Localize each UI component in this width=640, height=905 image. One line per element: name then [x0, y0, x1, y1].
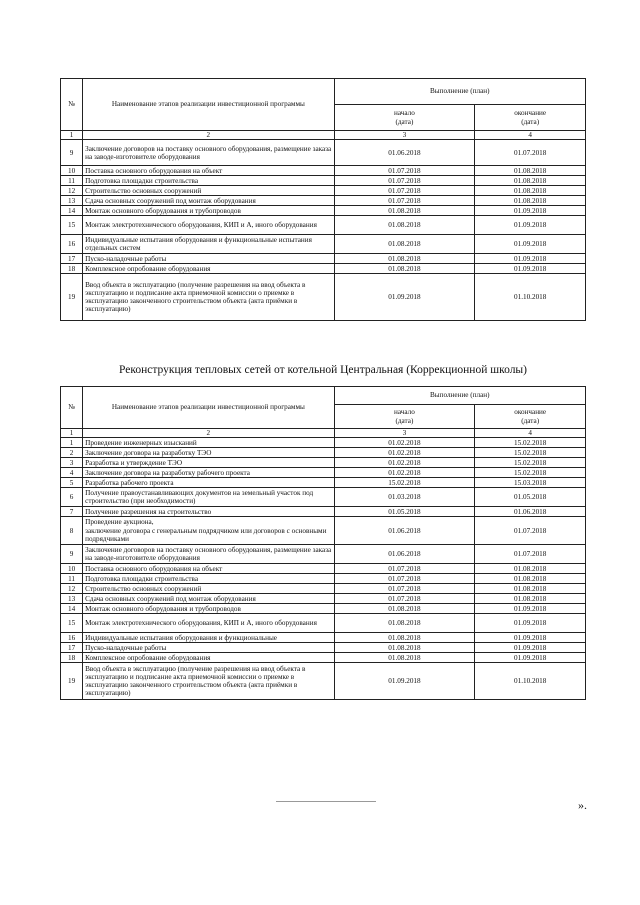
row-number: 17 — [61, 254, 83, 264]
header-col-index-1: 1 — [61, 429, 83, 438]
row-end-date: 15.03.2018 — [475, 478, 586, 488]
row-stage-name: Комплексное опробование оборудования — [83, 653, 334, 663]
row-stage-name: Подготовка площадки строительства — [83, 176, 334, 186]
row-number: 1 — [61, 438, 83, 448]
row-stage-name: Подготовка площадки строительства — [83, 574, 334, 584]
row-number: 14 — [61, 206, 83, 216]
table-row — [61, 264, 586, 274]
plan-table-1 — [60, 78, 586, 321]
row-end-date: 01.07.2018 — [475, 140, 586, 166]
row-number: 11 — [61, 176, 83, 186]
row-end-date: 01.09.2018 — [475, 604, 586, 614]
row-stage-name: Индивидуальные испытания оборудования и функциональные испытания отдельных систем — [83, 235, 334, 254]
row-end-date: 01.09.2018 — [475, 254, 586, 264]
row-stage-name: Монтаж электротехнического оборудования, КИП и А, иного оборудования — [83, 216, 334, 235]
table-row — [61, 468, 586, 478]
row-stage-name: Разработка и утверждение ТЭО — [83, 458, 334, 468]
row-end-date: 15.02.2018 — [475, 458, 586, 468]
row-number: 19 — [61, 274, 83, 321]
header-start-date: начало (дата) — [334, 405, 475, 429]
row-end-date: 01.08.2018 — [475, 166, 586, 176]
row-start-date: 01.07.2018 — [334, 574, 475, 584]
table-row — [61, 140, 586, 166]
row-start-date: 01.08.2018 — [334, 614, 475, 633]
header-execution: Выполнение (план) — [334, 79, 585, 105]
row-stage-name: Получение правоустанавливающих документов на земельный участок под строительство (при необходимости) — [83, 488, 334, 507]
table-row — [61, 235, 586, 254]
row-end-date: 01.09.2018 — [475, 653, 586, 663]
row-end-date: 01.10.2018 — [475, 663, 586, 700]
row-stage-name: Ввод объекта в эксплуатацию (получение разрешения на ввод объекта в эксплуатацию и подписание акта приемочной комиссии о приемке в эксплуатацию законченного строительством объекта (акта приёмки в эксплуатацию) — [83, 274, 334, 321]
header-col-index-2: 2 — [83, 131, 334, 140]
row-end-date: 01.08.2018 — [475, 564, 586, 574]
header-end-date: окончание (дата) — [475, 405, 586, 429]
table-row — [61, 604, 586, 614]
row-start-date: 01.03.2018 — [334, 488, 475, 507]
table-row — [61, 196, 586, 206]
row-stage-name: Получение разрешения на строительство — [83, 507, 334, 517]
table-row — [61, 166, 586, 176]
header-col-index-1: 1 — [61, 131, 83, 140]
row-end-date: 01.09.2018 — [475, 216, 586, 235]
row-number: 9 — [61, 545, 83, 564]
header-col-index-3: 3 — [334, 429, 475, 438]
row-stage-name: Монтаж основного оборудования и трубопроводов — [83, 206, 334, 216]
row-start-date: 01.02.2018 — [334, 448, 475, 458]
plan-table-2 — [60, 386, 586, 700]
row-start-date: 01.07.2018 — [334, 196, 475, 206]
table-row — [61, 564, 586, 574]
row-end-date: 01.09.2018 — [475, 235, 586, 254]
row-stage-name: Строительство основных сооружений — [83, 584, 334, 594]
row-number: 8 — [61, 517, 83, 545]
row-stage-name: Заключение договоров на поставку основного оборудования, размещение заказа на заводе-изготовителе оборудования — [83, 545, 334, 564]
row-number: 7 — [61, 507, 83, 517]
row-end-date: 01.08.2018 — [475, 186, 586, 196]
row-stage-name: Поставка основного оборудования на объект — [83, 166, 334, 176]
table-row — [61, 594, 586, 604]
row-start-date: 01.08.2018 — [334, 216, 475, 235]
table-row — [61, 517, 586, 545]
row-end-date: 01.05.2018 — [475, 488, 586, 507]
row-stage-name: Строительство основных сооружений — [83, 186, 334, 196]
row-stage-name: Пуско-наладочные работы — [83, 254, 334, 264]
table-row — [61, 643, 586, 653]
row-stage-name: Заключение договора на разработку рабочего проекта — [83, 468, 334, 478]
row-start-date: 01.08.2018 — [334, 633, 475, 643]
row-stage-name: Поставка основного оборудования на объект — [83, 564, 334, 574]
row-number: 5 — [61, 478, 83, 488]
table-row — [61, 448, 586, 458]
row-end-date: 15.02.2018 — [475, 438, 586, 448]
row-number: 2 — [61, 448, 83, 458]
header-col-index-4: 4 — [475, 131, 586, 140]
row-number: 4 — [61, 468, 83, 478]
row-stage-name: Монтаж электротехнического оборудования, КИП и А, иного оборудования — [83, 614, 334, 633]
row-end-date: 01.07.2018 — [475, 517, 586, 545]
table-row — [61, 545, 586, 564]
row-end-date: 01.09.2018 — [475, 264, 586, 274]
row-stage-name: Комплексное опробование оборудования — [83, 264, 334, 274]
row-end-date: 01.08.2018 — [475, 574, 586, 584]
header-execution: Выполнение (план) — [334, 387, 585, 405]
row-number: 13 — [61, 196, 83, 206]
row-start-date: 01.06.2018 — [334, 517, 475, 545]
row-stage-name: Монтаж основного оборудования и трубопроводов — [83, 604, 334, 614]
row-end-date: 01.09.2018 — [475, 643, 586, 653]
row-number: 18 — [61, 264, 83, 274]
row-end-date: 01.08.2018 — [475, 196, 586, 206]
row-start-date: 01.07.2018 — [334, 594, 475, 604]
row-number: 6 — [61, 488, 83, 507]
row-end-date: 01.09.2018 — [475, 206, 586, 216]
table-row — [61, 574, 586, 584]
row-start-date: 01.07.2018 — [334, 584, 475, 594]
row-number: 14 — [61, 604, 83, 614]
row-start-date: 01.06.2018 — [334, 140, 475, 166]
row-start-date: 01.08.2018 — [334, 206, 475, 216]
row-stage-name: Сдача основных сооружений под монтаж оборудования — [83, 196, 334, 206]
row-number: 11 — [61, 574, 83, 584]
table-row — [61, 206, 586, 216]
row-start-date: 01.09.2018 — [334, 663, 475, 700]
table-row — [61, 633, 586, 643]
row-end-date: 01.07.2018 — [475, 545, 586, 564]
row-end-date: 01.09.2018 — [475, 633, 586, 643]
row-start-date: 01.02.2018 — [334, 468, 475, 478]
row-stage-name: Проведение инженерных изысканий — [83, 438, 334, 448]
row-start-date: 01.09.2018 — [334, 274, 475, 321]
table-row — [61, 274, 586, 321]
row-number: 18 — [61, 653, 83, 663]
row-number: 15 — [61, 216, 83, 235]
row-stage-name: Пуско-наладочные работы — [83, 643, 334, 653]
header-col-index-4: 4 — [475, 429, 586, 438]
row-number: 16 — [61, 235, 83, 254]
row-end-date: 15.02.2018 — [475, 448, 586, 458]
header-num: № — [61, 79, 83, 131]
row-stage-name: Сдача основных сооружений под монтаж оборудования — [83, 594, 334, 604]
row-number: 10 — [61, 564, 83, 574]
row-end-date: 01.08.2018 — [475, 176, 586, 186]
row-start-date: 01.08.2018 — [334, 264, 475, 274]
row-start-date: 01.02.2018 — [334, 458, 475, 468]
row-number: 19 — [61, 663, 83, 700]
table-row — [61, 478, 586, 488]
row-end-date: 15.02.2018 — [475, 468, 586, 478]
row-start-date: 01.08.2018 — [334, 653, 475, 663]
row-number: 13 — [61, 594, 83, 604]
row-end-date: 01.08.2018 — [475, 594, 586, 604]
row-number: 10 — [61, 166, 83, 176]
row-start-date: 01.02.2018 — [334, 438, 475, 448]
row-start-date: 01.07.2018 — [334, 166, 475, 176]
table-row — [61, 614, 586, 633]
row-end-date: 01.08.2018 — [475, 584, 586, 594]
row-start-date: 01.05.2018 — [334, 507, 475, 517]
row-end-date: 01.06.2018 — [475, 507, 586, 517]
section-title: Реконструкция тепловых сетей от котельной Центральная (Коррекционной школы) — [118, 364, 527, 376]
header-col-index-3: 3 — [334, 131, 475, 140]
row-number: 16 — [61, 633, 83, 643]
header-stage-name: Наименование этапов реализации инвестиционной программы — [83, 79, 334, 131]
table-row — [61, 458, 586, 468]
closing-quote-mark: ». — [578, 798, 587, 812]
row-number: 17 — [61, 643, 83, 653]
row-number: 9 — [61, 140, 83, 166]
row-end-date: 01.10.2018 — [475, 274, 586, 321]
row-stage-name: Заключение договора на разработку ТЭО — [83, 448, 334, 458]
header-start-date: начало (дата) — [334, 105, 475, 131]
header-num: № — [61, 387, 83, 429]
table-row — [61, 254, 586, 264]
row-end-date: 01.09.2018 — [475, 614, 586, 633]
row-start-date: 01.08.2018 — [334, 254, 475, 264]
row-stage-name: Заключение договоров на поставку основного оборудования, размещение заказа на заводе-изготовителе оборудования — [83, 140, 334, 166]
row-stage-name: Разработка рабочего проекта — [83, 478, 334, 488]
row-start-date: 01.07.2018 — [334, 186, 475, 196]
row-start-date: 01.07.2018 — [334, 564, 475, 574]
row-start-date: 01.08.2018 — [334, 604, 475, 614]
footer-divider — [276, 801, 376, 802]
row-start-date: 01.08.2018 — [334, 235, 475, 254]
table-row — [61, 488, 586, 507]
table-row — [61, 176, 586, 186]
row-start-date: 01.07.2018 — [334, 176, 475, 186]
header-stage-name: Наименование этапов реализации инвестиционной программы — [83, 387, 334, 429]
table-row — [61, 507, 586, 517]
row-number: 15 — [61, 614, 83, 633]
header-col-index-2: 2 — [83, 429, 334, 438]
table-row — [61, 584, 586, 594]
row-start-date: 01.06.2018 — [334, 545, 475, 564]
row-start-date: 01.08.2018 — [334, 643, 475, 653]
row-number: 12 — [61, 186, 83, 196]
header-end-date: окончание (дата) — [475, 105, 586, 131]
table-row — [61, 653, 586, 663]
row-stage-name: Проведение аукциона, заключение договора с генеральным подрядчиком или договоров с основными подрядчиками — [83, 517, 334, 545]
table-row — [61, 438, 586, 448]
row-number: 3 — [61, 458, 83, 468]
row-number: 12 — [61, 584, 83, 594]
row-start-date: 15.02.2018 — [334, 478, 475, 488]
table-row — [61, 216, 586, 235]
row-stage-name: Индивидуальные испытания оборудования и функциональные — [83, 633, 334, 643]
table-row — [61, 663, 586, 700]
table-row — [61, 186, 586, 196]
row-stage-name: Ввод объекта в эксплуатацию (получение разрешения на ввод объекта в эксплуатацию и подписание акта приемочной комиссии о приемке в эксплуатацию законченного строительством объекта (акта приёмки в эксплуатацию) — [83, 663, 334, 700]
